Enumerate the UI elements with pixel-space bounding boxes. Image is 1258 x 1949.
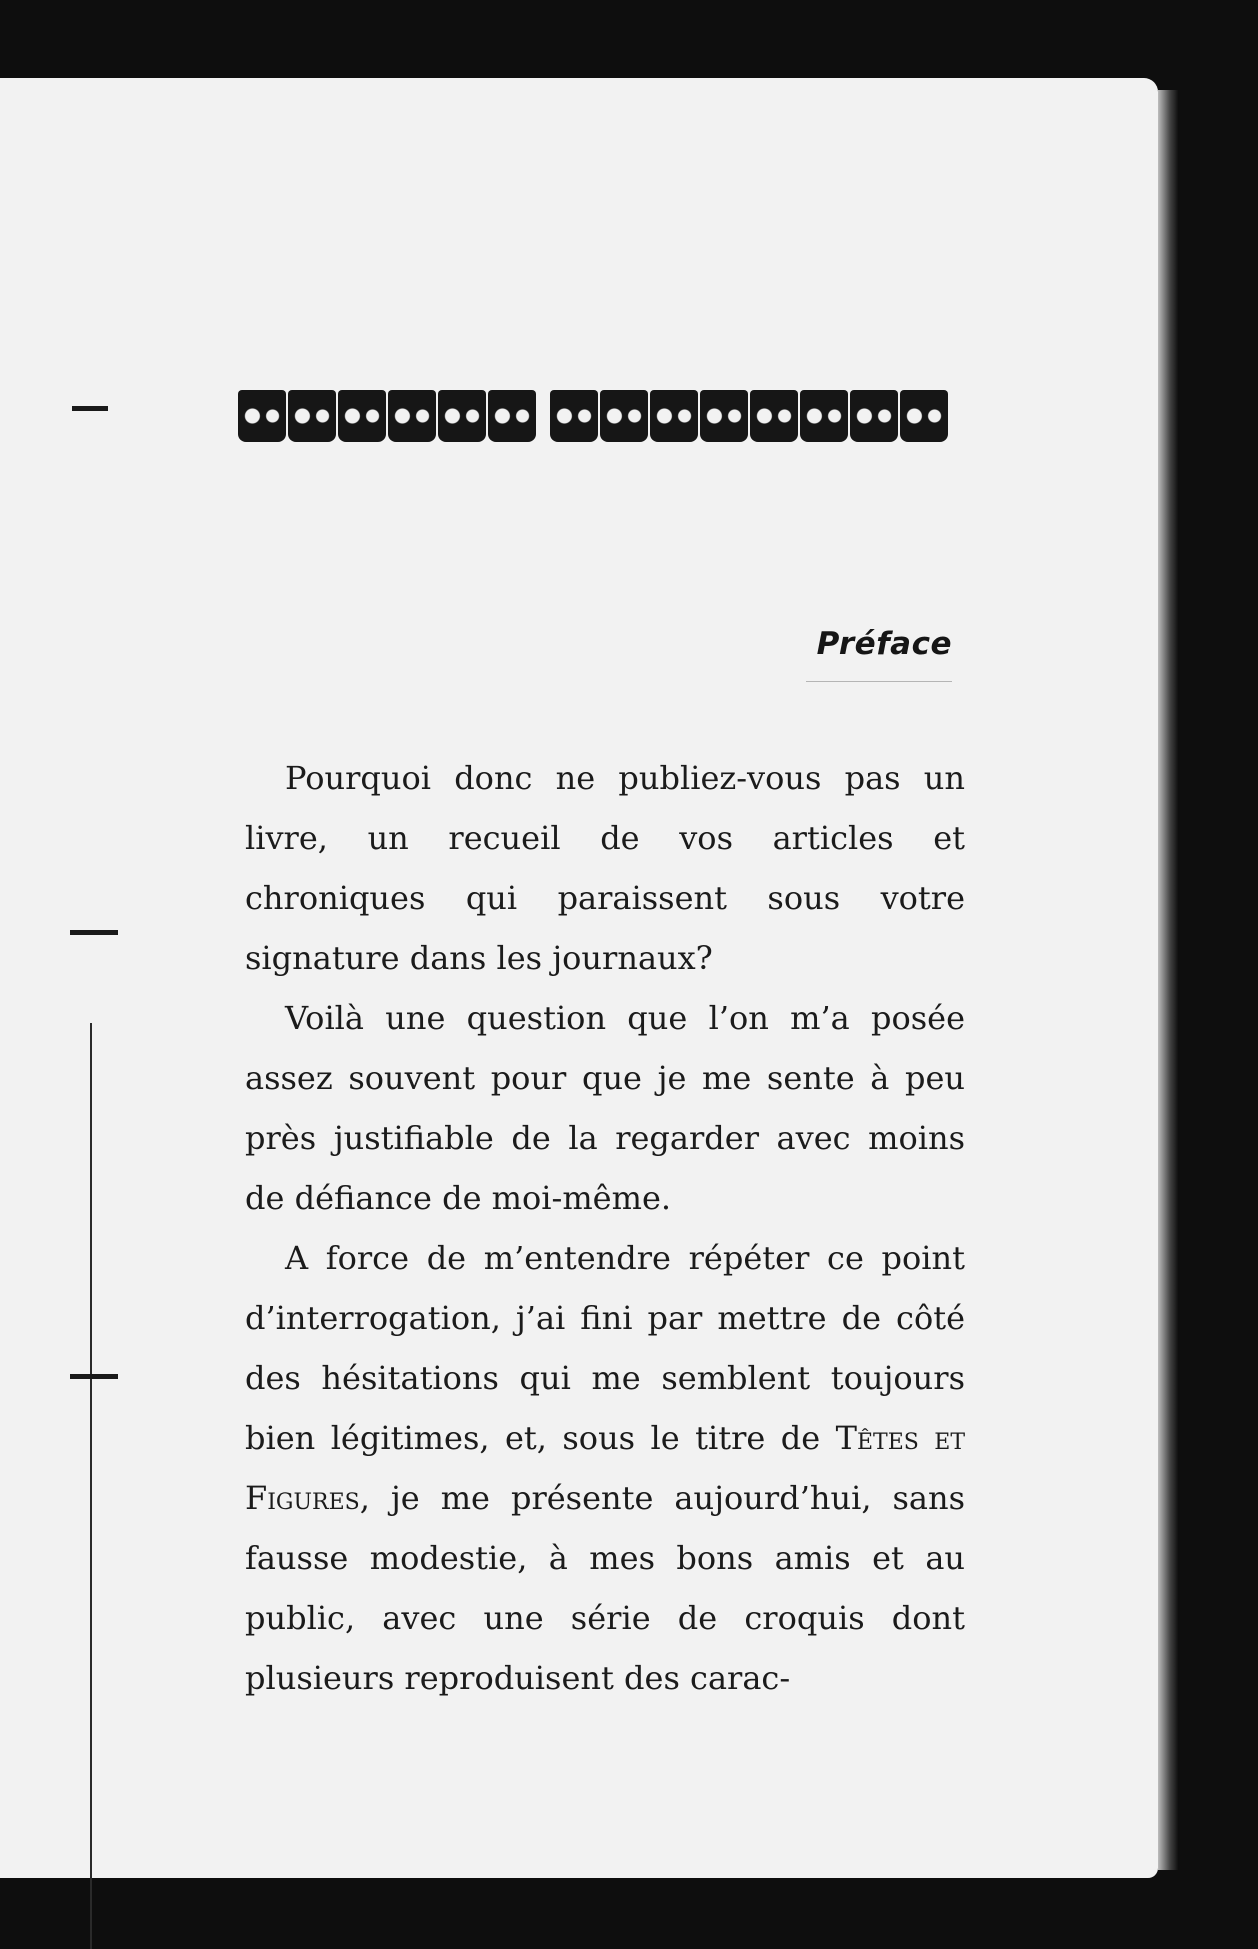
decorative-ornament-band-icon	[238, 390, 948, 442]
ornament-cell	[800, 390, 848, 442]
paragraph	[245, 1228, 965, 1708]
ornament-cell	[650, 390, 698, 442]
book-page	[0, 78, 1158, 1878]
margin-binding-line	[90, 1023, 92, 1949]
paragraph-text: A force de m’entendre répéter ce point d’interrogation, j’ai fini par mettre de côté des hésitations qui me semblent toujours bien légitimes, et, sous le titre de	[245, 1239, 965, 1457]
margin-mark	[72, 406, 108, 411]
paragraph: Voilà une question que l’on m’a posée assez souvent pour que je me sente à peu près justifiable de la regarder avec moins de défiance de moi-même.	[245, 999, 965, 1217]
ornament-gap	[538, 390, 548, 442]
margin-mark	[70, 1374, 118, 1379]
ornament-cell	[238, 390, 286, 442]
ornament-cell	[438, 390, 486, 442]
paragraph-text: , je me présente aujourd’hui, sans fausse modestie, à mes bons amis et au public, avec une série de croquis dont plusieurs reproduisent des carac-	[245, 1479, 965, 1697]
title-underline	[806, 681, 952, 682]
ornament-cell	[600, 390, 648, 442]
ornament-cell	[750, 390, 798, 442]
paragraph: Pourquoi donc ne publiez-vous pas un livre, un recueil de vos articles et chroniques qui paraissent sous votre signature dans les journaux?	[245, 759, 965, 977]
ornament-cell	[388, 390, 436, 442]
ornament-cell	[900, 390, 948, 442]
body-text	[245, 748, 965, 1708]
ornament-cell	[488, 390, 536, 442]
page-title: Préface	[816, 626, 952, 662]
ornament-cell	[338, 390, 386, 442]
ornament-cell	[550, 390, 598, 442]
margin-mark	[70, 930, 118, 935]
page-edge-shadow	[1158, 90, 1178, 1870]
book-title: Têtes et Figures	[245, 1419, 965, 1517]
ornament-cell	[288, 390, 336, 442]
ornament-cell	[700, 390, 748, 442]
ornament-cell	[850, 390, 898, 442]
